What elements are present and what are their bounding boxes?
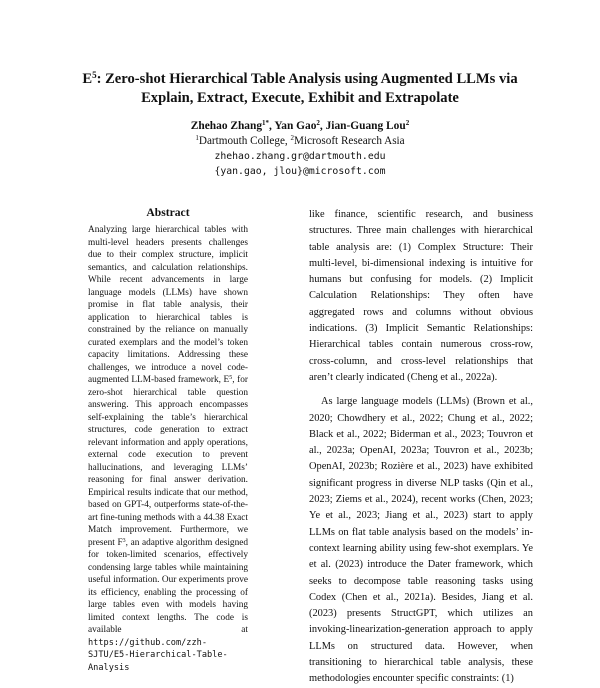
code-repository-link[interactable]: https://github.com/zzh-SJTU/E5-Hierarchical-Table-Analysis (88, 637, 228, 673)
body-column-right (309, 207, 533, 685)
author-affiliation-mark: 2 (405, 119, 410, 127)
title-mark: E (82, 71, 93, 87)
title-mark-superscript: 5 (92, 70, 97, 80)
title-line-1 (82, 71, 517, 87)
affiliation-mark: 2 (290, 134, 295, 142)
affiliation-name: Microsoft Research Asia (294, 135, 405, 147)
author-name: Jian-Guang Lou (325, 120, 406, 132)
affiliation-mark: 1 (195, 134, 199, 142)
abstract-text: , an adaptive algorithm designed for token-limited scenarios, effectively condensing large tables while maintaining useful information. Our experiments prove its efficiency, enabling the processing of large tables even with models having limited context lengths. The code is available at (88, 537, 248, 635)
abstract-superscript: 5 (229, 375, 233, 381)
author-name: Yan Gao (274, 120, 317, 132)
author-email: {yan.gao, jlou}@microsoft.com (214, 166, 386, 177)
body-paragraph (309, 394, 533, 687)
abstract-heading: Abstract (146, 206, 190, 219)
body-paragraph: like finance, scientific research, and business structures. Three main challenges with hierarchical table analysis are: (1) Complex Structure: Their multi-level, bi-dimensional indexing is intuitive for humans but confusing for models. (2) Implicit Calculation Relationships: They often have aggregated rows and columns without obvious indications. (3) Implicit Semantic Relationships: Hierarchical tables contain numerous cross-row, cross-column, and cross-level relationships that aren’t clearly indicated (Cheng et al., 2022a). (309, 209, 533, 383)
author-email: zhehao.zhang.gr@dartmouth.edu (214, 151, 386, 162)
affiliations (60, 134, 540, 148)
abstract-text: Analyzing large hierarchical tables with multi-level headers presents challenges due to their complex structure, implicit semantics, and calculation relationships. While recent advancements in large language models (LLMs) have shown promise in flat table analysis, their application to hierarchical tables is constrained by the reliance on manually curated exemplars and the model’s token capacity limitations. Addressing these challenges, we introduce a novel code-augmented LLM-based framework, E (88, 225, 248, 385)
abstract-text: , for zero-shot hierarchical table question answering. This approach encompasses self-explaining the table’s hierarchical structures, code generation to extract relevant information and apply operations, external code execution to prevent hallucinations, and leveraging LLMs’ reasoning for final answer derivation. Empirical results indicate that our method, based on GPT-4, outperforms state-of-the-art fine-tuning methods with a 44.38 Exact Match improvement. Furthermore, we present F (88, 375, 248, 548)
author-affiliation-mark: 2 (316, 119, 320, 127)
title-line-2: Explain, Extract, Execute, Exhibit and Extrapolate (141, 90, 459, 106)
paper-title (40, 70, 560, 108)
affiliation-name: Dartmouth College, (198, 135, 291, 147)
author-affiliation-mark: 1* (262, 119, 270, 127)
title-text-1: : Zero-shot Hierarchical Table Analysis using Augmented LLMs via (96, 71, 518, 87)
body-text: As large language models (LLMs) (Brown et al., 2020; Chowdhery et al., 2022; Chung et al., 2022; Black et al., 2022; Biderman et al., 2023; Touvron et al., 2023a; OpenAI, 2023a; Touvron et al., 2023b; OpenAI, 2023b; Rozière et al., 2023) have exhibited significant progress in diverse NLP tasks (Qin et al., 2023; Ziems et al., 2024), recent works (Chen, 2023; Ye et al., 2023; Jiang et al., 2023) start to apply LLMs on flat table analysis based on the models’ in-context learning ability using few-shot exemplars. Ye et al. (2023) introduce the Dater framework, which seeks to decompose table reasoning tasks using Codex (Chen et al., 2021a). Besides, Jiang et al. (2023) presents StructGPT, which utilizes an invoking-linearization-generation approach to apply LLMs on structured data. However, when transitioning to hierarchical table analysis, these methodologies encounter specific constraints: (1) (309, 396, 533, 685)
abstract-body (88, 224, 248, 673)
author-name: Zhehao Zhang (190, 120, 263, 132)
abstract-superscript: 3 (122, 537, 126, 544)
author-list: Zhehao Zhang$^{1*}$, Yan Gao$^2$, Jian-Guang Lou$^2$ (190, 119, 410, 132)
